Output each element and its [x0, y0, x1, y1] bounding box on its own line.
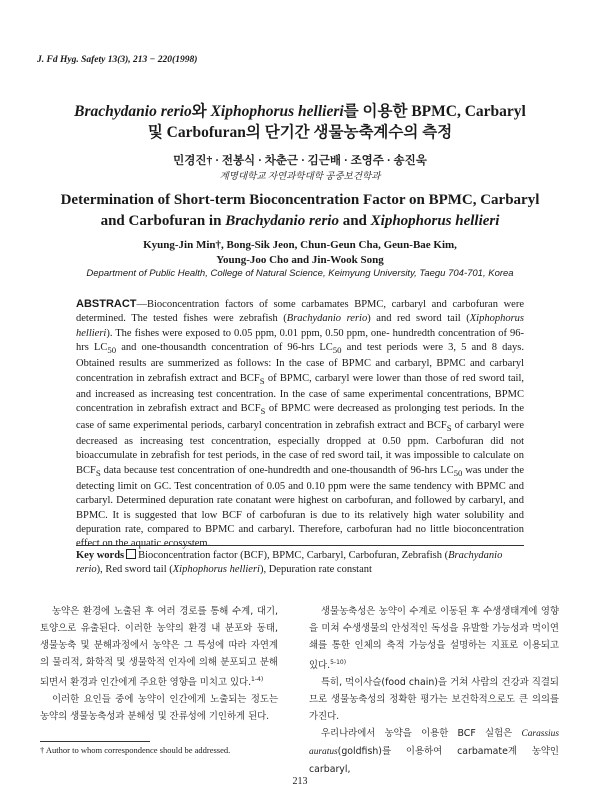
body-paragraph — [40, 603, 278, 691]
body-right-p3-b: (goldfish)를 이용하여 carbamate계 농약인 carbaryl, — [309, 746, 559, 776]
abstract-text-2: ) and red sword tail ( — [367, 313, 470, 325]
english-authors-line-1: Kyung-Jin Min†, Bong-Sik Jeon, Chun-Geun Cha, Geun-Bae Kim, — [143, 239, 457, 251]
abstract-species-1: Brachydanio rerio — [286, 313, 368, 325]
kr-title-rest: 를 이용한 BPMC, Carbaryl — [343, 103, 526, 120]
english-authors-line-2: Young-Joo Cho and Jin-Wook Song — [216, 254, 384, 266]
keywords-text-3: ), Depuration rate constant — [259, 564, 372, 575]
korean-title-line-2: 및 Carbofuran의 단기간 생물농축계수의 측정 — [147, 124, 453, 141]
body-paragraph — [309, 603, 559, 674]
body-column-left — [40, 603, 278, 725]
abstract-text-8: of carbaryl were decreased as increasing test concentration, especially dropped at 0.50 ppm. Carbofuran did not bioaccumulate in zebrafish for test periods, in the case of red sword tail, it was impossible to calculate on BCF — [76, 419, 524, 476]
kr-title-species-2: Xiphophorus hellieri — [210, 103, 344, 120]
footnote-divider — [40, 741, 150, 742]
footnote: † Author to whom correspondence should be addressed. — [40, 745, 231, 755]
abstract-text-10: was under the detecting limit on GC. Test concentration of 0.05 and 0.10 ppm were the same tendency with BPMC and carbaryl. Determined depuration rate conatant were highest on carbofuran, and followed by carbaryl, and BPMC. It is suggested that low BCF of carbofuran is due to its relatively high water solubility and depuration rate, compared to BPMC and carbaryl. Therefore, carbofuran had no little bioconcentration effect on the aquatic ecosystem. — [76, 464, 524, 550]
abstract-text-1: Bioconcentration factors of some carbamates BPMC, carbaryl and carbofuran were determined. The tested fishes were zebrafish ( — [76, 299, 524, 325]
keywords-label: Key words — [76, 550, 125, 561]
en-title-part-a: and Carbofuran in — [100, 213, 226, 229]
keywords-species-1: Brachydanio rerio — [76, 550, 503, 575]
body-paragraph — [309, 725, 559, 778]
body-column-right — [309, 603, 559, 778]
abstract-species-2: Xiphophorus hellieri — [76, 313, 524, 339]
korean-authors: 민경진† · 전봉식 · 차춘근 · 김근배 · 조영주 · 송진욱 — [173, 155, 427, 167]
keywords-text-2: ), Red sword tail ( — [96, 564, 173, 575]
bcf-subscript: S — [260, 406, 266, 417]
keywords-species-2: Xiphophorus hellieri — [172, 564, 260, 575]
kr-title-conjunction: 와 — [191, 103, 211, 120]
keywords-divider — [76, 545, 524, 546]
keywords — [76, 549, 524, 577]
lc50-subscript: 50 — [453, 467, 463, 478]
korean-affiliation: 계명대학교 자연과학대학 공중보건학과 — [219, 172, 381, 182]
english-affiliation: Department of Public Health, College of Natural Science, Keimyung University, Taegu 704-701, Korea — [86, 268, 514, 279]
en-title-species-1: Brachydanio rerio — [225, 213, 339, 229]
bcf-subscript: S — [95, 467, 101, 478]
keywords-text-1: Bioconcentration factor (BCF), BPMC, Carbaryl, Carbofuran, Zebrafish ( — [138, 550, 449, 561]
lc50-subscript: 50 — [107, 344, 117, 355]
english-title-line-2 — [20, 211, 580, 232]
reference-marker: 5-10) — [330, 659, 347, 666]
abstract-label: ABSTRACT — [76, 298, 137, 310]
checkbox-square-icon — [126, 549, 136, 559]
bcf-subscript: S — [259, 375, 265, 386]
en-title-and: and — [338, 213, 371, 229]
body-right-p1: 생물농축성은 농약이 수계로 이동된 후 수생생태계에 영향을 미쳐 수생생물의 안성적인 독성을 유발할 가능성과 먹이연쇄를 통한 인체의 축적 가능성을 설명하는 지표로 이용되고 있다. — [309, 606, 559, 672]
page-number: 213 — [292, 776, 308, 787]
journal-citation: J. Fd Hyg. Safety 13(3), 213 − 220(1998) — [37, 55, 198, 65]
korean-title-line-1 — [30, 101, 570, 122]
en-title-species-2: Xiphophorus hellieri — [370, 213, 500, 229]
abstract-text-7: of BPMC were decreased as prolonging test periods. In the case of same experimental periods, carbaryl concentration in zebrafish extract and BCF — [76, 403, 524, 431]
body-paragraph: 이러한 요인들 중에 농약이 인간에게 노출되는 정도는 농약의 생물농축성과 분해성 및 잔류성에 기인하게 된다. — [40, 694, 278, 723]
abstract-text-9: data because test concentration of one-hundredth and one-thousandth of 96-hrs LC — [100, 464, 454, 476]
english-title-line-1: Determination of Short-term Bioconcentration Factor on BPMC, Carbaryl — [60, 192, 540, 208]
reference-marker: 1-4) — [251, 676, 264, 683]
body-paragraph: 특히, 먹이사슬(food chain)을 거쳐 사람의 건강과 직결되므로 생물농축성의 정확한 평가는 보건학적으로도 큰 의의를 가진다. — [309, 677, 559, 723]
abstract — [76, 297, 524, 552]
abstract-text-6: of BPMC, carbaryl were lower than those of red sword tail, and increased as increasing test concentration. In the case of same experimental concentrations, BPMC concentration in zebrafish extract and BCF — [76, 372, 524, 415]
abstract-text-3: ). The fishes were exposed to 0.05 ppm, 0.01 ppm, 0.50 ppm, one- hundredth concentration of 96-hrs LC — [76, 327, 524, 353]
abstract-text-5: and test periods were 3, 5 and 8 days. Obtained results are summerized as follows: In the case of BPMC and carbaryl, BPMC and carbaryl concentration in zebrafish extract and BCF — [76, 341, 524, 384]
lc50-subscript: 50 — [332, 344, 342, 355]
bcf-subscript: S — [446, 422, 452, 433]
abstract-text-4: and one-thousandth concentration of 96-hrs LC — [116, 341, 333, 353]
body-right-p3-a: 우리나라에서 농약을 이용한 BCF 실험은 — [321, 728, 522, 740]
abstract-dash: — — [136, 299, 147, 310]
kr-title-species-1: Brachydanio rerio — [74, 103, 192, 120]
body-right-species: Carassius auratus — [309, 729, 559, 758]
body-left-p1: 농약은 환경에 노출된 후 여러 경로를 통해 수계, 대기, 토양으로 유출된다. 이러한 농약의 환경 내 분포와 동태, 생물농축 및 분해과정에서 농약은 그 특성에 따라 자연계의 물리적, 화학적 및 생물학적 인자에 의해 분포되고 분해되면서 환경과 인간에게 주요한 영향을 미치고 있다. — [40, 606, 278, 689]
